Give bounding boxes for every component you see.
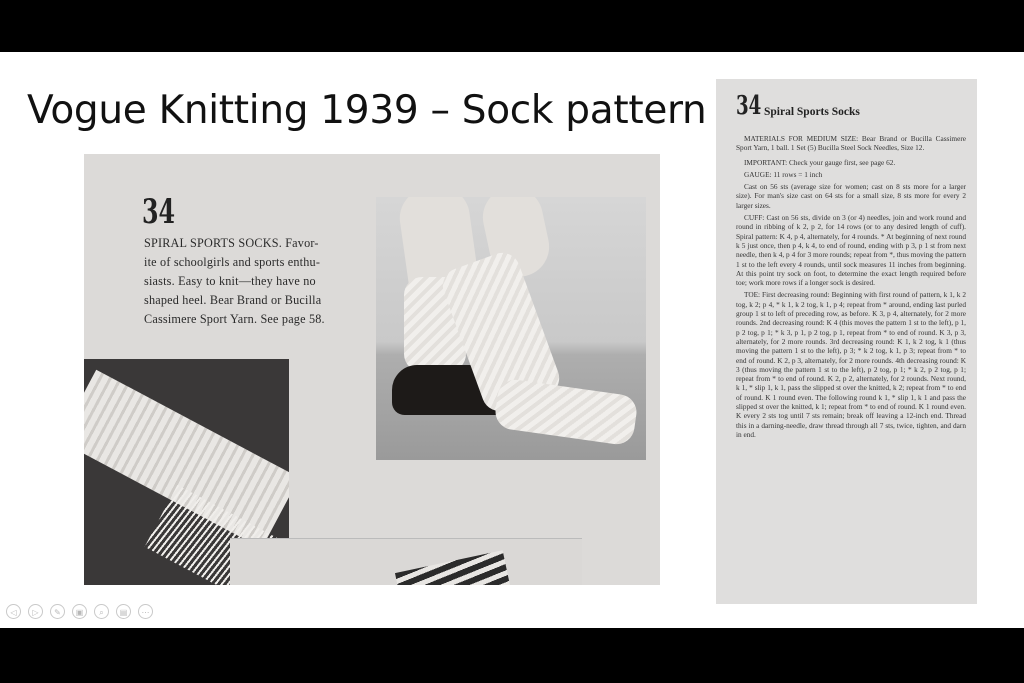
- previous-icon[interactable]: ◁: [6, 604, 21, 619]
- subtitles-icon[interactable]: ▤: [116, 604, 131, 619]
- slide-title: Vogue Knitting 1939 – Sock pattern: [27, 88, 707, 133]
- next-icon[interactable]: ▷: [28, 604, 43, 619]
- caption-line: shaped heel. Bear Brand or Bucilla: [144, 293, 322, 307]
- magazine-page-photo: [84, 154, 660, 585]
- striped-knit-photo: [230, 538, 582, 585]
- toe-paragraph: TOE: First decreasing round: Beginning with first round of pattern, k 1, k 2 tog, k 2; p 4, * k 1, k 2 tog, k 1, p 4; repeat from * around, ending last purled group 1 st to left of preceding row, as before. K 3, p 4, alternately, for 2 more rounds. 2nd decreasing round: K 4 (this moves the pattern 1 st to the left), p 1, p 2 tog, p 1; * k 3, p 1, p 2 tog, p 1, repeat from * to end of round. K 3, p 3, alternately, for 2 more rounds. 3rd decreasing round: K 1, k 2 tog, k 1 (thus moving the pattern 1 st to the left), p 3; * k 2 tog, k 1, p 3; repeat from * to end of round. K 2, p 3, alternately, for 2 more rounds. 4th decreasing round: K 3 (thus moving the pattern 1 st to the left), p 2 tog, p 1; * k 2, p 2 tog, p 1; repeat from * to end of round. K 2, p 2, alternately, for 2 rounds. Next round, k 1, * slip 1, k 1, pass the slipped st over the knitted, k 2; repeat from * to end of round. K 1 round even. The following round k 1, * slip 1, k 1 and pass the slipped st over the knitted, k 1; repeat from * to end of round. K 1 round even. K every 2 sts tog until 7 sts remain; break off leaving a 12-inch end. Thread this in a darning-needle, draw thread through all 7 sts, twice, tighten, and darn in end.: [736, 290, 966, 439]
- pattern-title: Spiral Sports Socks: [764, 106, 860, 118]
- slideshow-toolbar: [6, 604, 153, 619]
- zoom-icon[interactable]: ⌕: [94, 604, 109, 619]
- more-icon[interactable]: ⋯: [138, 604, 153, 619]
- magazine-caption: [144, 234, 354, 329]
- cuff-paragraph: CUFF: Cast on 56 sts, divide on 3 (or 4) needles, join and work round and round in ribbing of k 2, p 2, for 14 rows (or to any desired length of cuff). Spiral pattern: K 4, p 4, alternately, for 4 rounds. * At beginning of next round k 5 just once, then p 4, k 4, to end of round, ending with p 3, p 1 st from next needle, then k 4, p 4 for 3 more rounds; repeat from *, thus moving the pattern 1 st to the left every 4 rounds, until sock measures 11 inches from beginning. At this point try sock on foot, to determine the exact length required before toe; work more rows if a longer sock is desired.: [736, 213, 966, 288]
- sock-photo: [376, 197, 646, 460]
- caption-line: Cassimere Sport Yarn. See page 58.: [144, 312, 325, 326]
- presentation-slide: [0, 52, 1024, 628]
- caption-line: SPIRAL SPORTS SOCKS. Favor-: [144, 236, 319, 250]
- pattern-body: [736, 134, 966, 442]
- page-number: 34: [736, 91, 762, 121]
- slides-icon[interactable]: ▣: [72, 604, 87, 619]
- pattern-number: 34: [142, 192, 176, 232]
- cast-on-paragraph: Cast on 56 sts (average size for women; cast on 8 sts more for a larger size). For man's size cast on 64 sts for a small size, 8 sts more for every 2 larger sizes.: [736, 182, 966, 210]
- pen-icon[interactable]: ✎: [50, 604, 65, 619]
- important-paragraph: IMPORTANT: Check your gauge first, see page 62.: [744, 157, 896, 167]
- gauge-paragraph: GAUGE: 11 rows = 1 inch: [744, 169, 823, 179]
- caption-line: siasts. Easy to knit—they have no: [144, 274, 316, 288]
- caption-line: ite of schoolgirls and sports enthu-: [144, 255, 321, 269]
- pattern-instructions-page: [716, 79, 977, 604]
- materials-paragraph: MATERIALS FOR MEDIUM SIZE: Bear Brand or Bucilla Cassimere Sport Yarn, 1 ball. 1 Set (5) Bucilla Steel Sock Needles, Size 12.: [736, 134, 966, 153]
